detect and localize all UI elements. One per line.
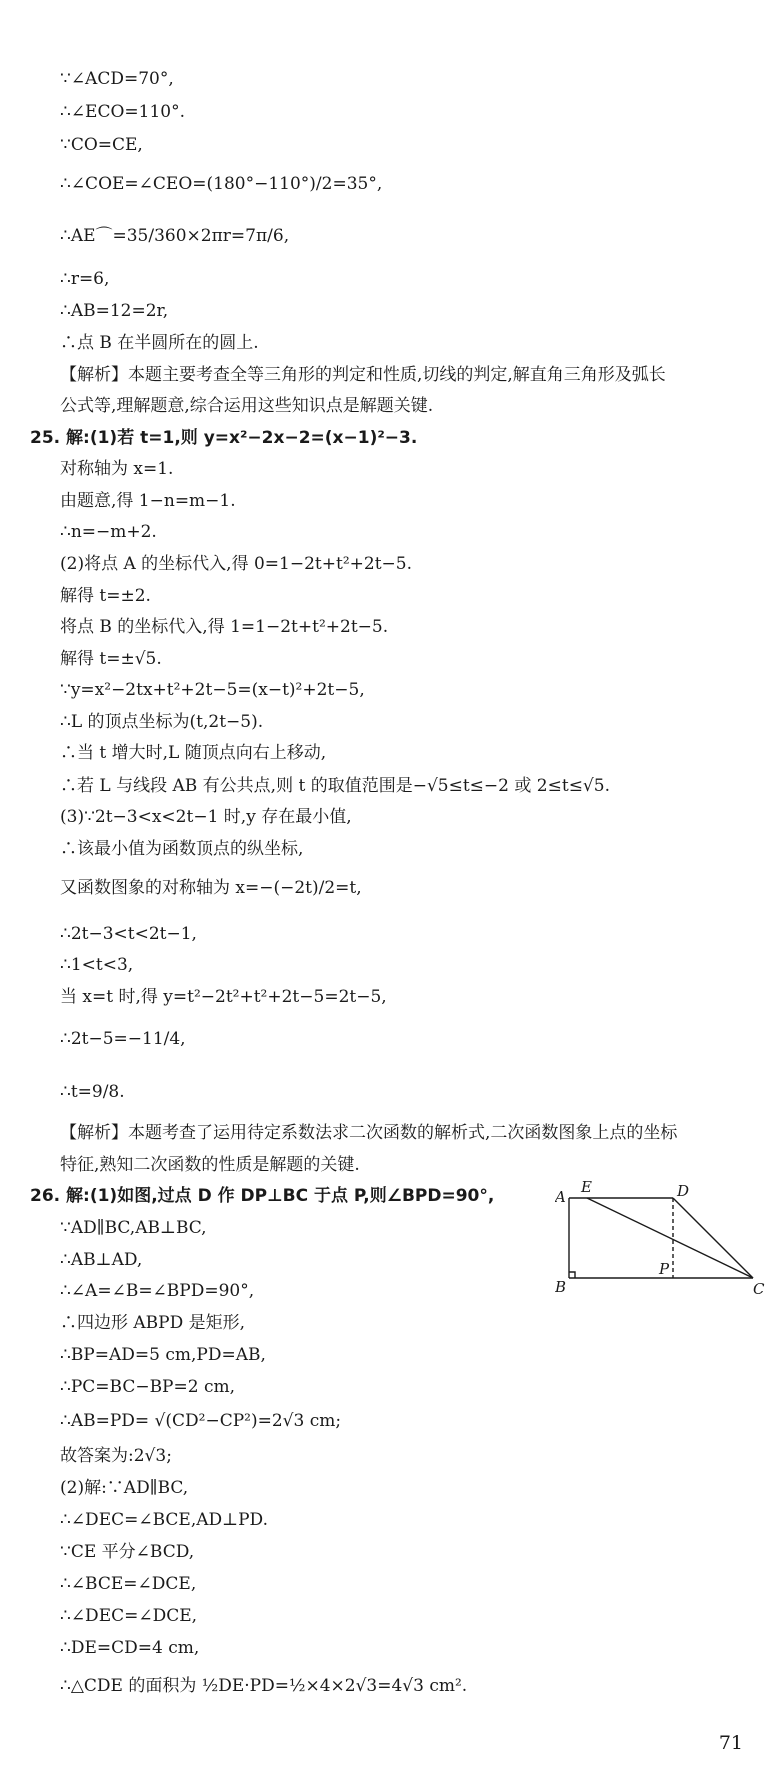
line-40: ∴AB=PD= √(CD²−CP²)=2√3 cm; <box>60 1411 342 1431</box>
line-22: ∴若 L 与线段 AB 有公共点,则 t 的取值范围是−√5≤t≤−2 或 2≤t≤√5. <box>60 776 610 796</box>
line-7: ∴AB=12=2r, <box>60 301 169 321</box>
line-20: ∴L 的顶点坐标为(t,2t−5). <box>60 712 264 732</box>
line-38: ∴BP=AD=5 cm,PD=AB, <box>60 1345 266 1365</box>
line-8: ∴点 B 在半圆所在的圆上. <box>60 333 259 353</box>
line-25: 又函数图象的对称轴为 x=−(−2t)/2=t, <box>60 878 362 898</box>
line-21: ∴当 t 增大时,L 随顶点向右上移动, <box>60 743 327 763</box>
line-39: ∴PC=BC−BP=2 cm, <box>60 1377 236 1397</box>
line-42: (2)解:∵AD∥BC, <box>60 1478 189 1498</box>
label-c: C <box>753 1280 765 1298</box>
line-5: ∴AE⌒=35/360×2πr=7π/6, <box>60 226 290 246</box>
line-29: ∴2t−5=−11/4, <box>60 1029 186 1049</box>
line-37: ∴四边形 ABPD 是矩形, <box>60 1313 246 1333</box>
label-a: A <box>555 1188 566 1206</box>
line-17: 将点 B 的坐标代入,得 1=1−2t+t²+2t−5. <box>60 617 389 637</box>
line-41: 故答案为:2√3; <box>60 1446 172 1466</box>
right-angle-mark-b <box>569 1272 575 1278</box>
line-3: ∵CO=CE, <box>60 135 143 155</box>
line-2: ∴∠ECO=110°. <box>60 102 186 122</box>
analysis-2-line-1: 【解析】本题考查了运用待定系数法求二次函数的解析式,二次函数图象上点的坐标 <box>60 1123 678 1143</box>
question-25-heading: 25. 解:(1)若 t=1,则 y=x²−2x−2=(x−1)²−3. <box>30 428 418 448</box>
line-44: ∵CE 平分∠BCD, <box>60 1542 195 1562</box>
analysis-1-line-1: 【解析】本题主要考查全等三角形的判定和性质,切线的判定,解直角三角形及弧长 <box>60 365 666 385</box>
line-48: ∴△CDE 的面积为 ½DE·PD=½×4×2√3=4√3 cm². <box>60 1676 468 1696</box>
analysis-1-line-2: 公式等,理解题意,综合运用这些知识点是解题关键. <box>60 396 434 416</box>
line-15: (2)将点 A 的坐标代入,得 0=1−2t+t²+2t−5. <box>60 554 412 574</box>
line-26: ∴2t−3<t<2t−1, <box>60 924 197 944</box>
label-p: P <box>659 1260 670 1278</box>
line-16: 解得 t=±2. <box>60 586 151 606</box>
line-34: ∵AD∥BC,AB⊥BC, <box>60 1218 207 1238</box>
line-18: 解得 t=±√5. <box>60 649 162 669</box>
segment-dc <box>673 1198 753 1278</box>
line-23: (3)∵2t−3<x<2t−1 时,y 存在最小值, <box>60 807 352 827</box>
line-35: ∴AB⊥AD, <box>60 1250 143 1270</box>
line-45: ∴∠BCE=∠DCE, <box>60 1574 197 1594</box>
line-28: 当 x=t 时,得 y=t²−2t²+t²+2t−5=2t−5, <box>60 987 387 1007</box>
trapezoid-figure <box>555 1180 765 1300</box>
line-12: 对称轴为 x=1. <box>60 459 174 479</box>
line-43: ∴∠DEC=∠BCE,AD⊥PD. <box>60 1510 268 1530</box>
line-14: ∴n=−m+2. <box>60 522 157 542</box>
line-1: ∵∠ACD=70°, <box>60 69 174 89</box>
line-4: ∴∠COE=∠CEO=(180°−110°)/2=35°, <box>60 174 383 194</box>
question-26-heading: 26. 解:(1)如图,过点 D 作 DP⊥BC 于点 P,则∠BPD=90°, <box>30 1186 495 1206</box>
line-30: ∴t=9/8. <box>60 1082 125 1102</box>
label-b: B <box>555 1278 567 1296</box>
line-24: ∴该最小值为函数顶点的纵坐标, <box>60 839 304 859</box>
page-number: 71 <box>718 1732 743 1754</box>
label-d: D <box>677 1182 690 1200</box>
line-46: ∴∠DEC=∠DCE, <box>60 1606 198 1626</box>
segment-ec <box>587 1198 753 1278</box>
line-27: ∴1<t<3, <box>60 955 134 975</box>
line-19: ∵y=x²−2tx+t²+2t−5=(x−t)²+2t−5, <box>60 680 365 700</box>
line-36: ∴∠A=∠B=∠BPD=90°, <box>60 1281 255 1301</box>
line-13: 由题意,得 1−n=m−1. <box>60 491 236 511</box>
label-e: E <box>581 1180 592 1196</box>
line-47: ∴DE=CD=4 cm, <box>60 1638 200 1658</box>
analysis-2-line-2: 特征,熟知二次函数的性质是解题的关键. <box>60 1155 360 1175</box>
line-6: ∴r=6, <box>60 269 110 289</box>
